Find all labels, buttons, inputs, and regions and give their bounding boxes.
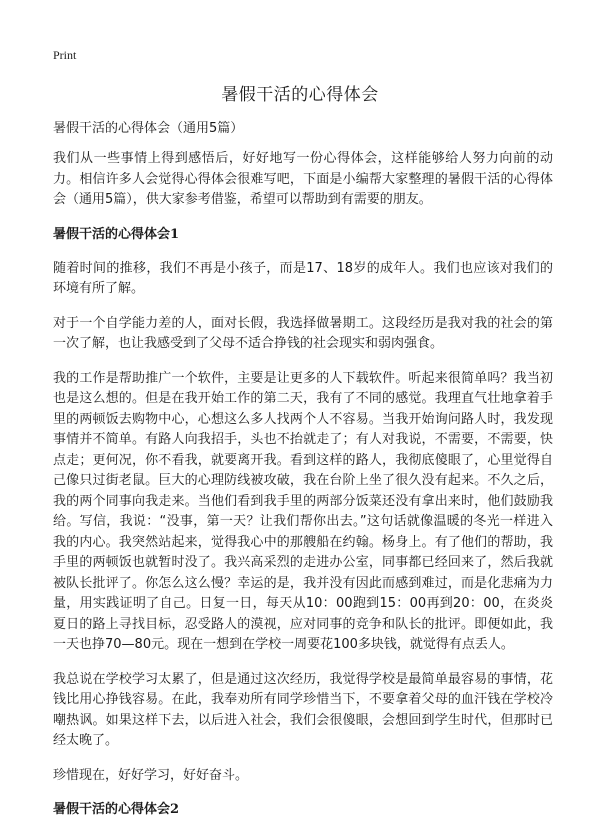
section1-paragraph: 随着时间的推移，我们不再是小孩子，而是17、18岁的成年人。我们也应该对我们的环境有所了解。 (53, 260, 553, 296)
section1-paragraph: 珍惜现在，好好学习，好好奋斗。 (53, 767, 249, 783)
section-heading-2: 暑假干活的心得体会2 (53, 802, 180, 817)
article-subtitle: 暑假干活的心得体会（通用5篇） (53, 121, 244, 136)
article-body (53, 119, 553, 828)
section-heading-1: 暑假干活的心得体会1 (53, 226, 180, 242)
print-link[interactable]: Print (53, 48, 77, 62)
section1-paragraph: 对于一个自学能力差的人，面对长假，我选择做暑期工。这段经历是我对我的社会的第一次了解，也让我感受到了父母不适合挣钱的社会现实和弱肉强食。 (53, 315, 553, 351)
section1-paragraph: 我的工作是帮助推广一个软件，主要是让更多的人下载软件。听起来很简单吗？我当初也是这么想的。但是在我开始工作的第二天，我有了不同的感觉。我理直气壮地拿着手里的两顿饭去购物中心，心想这么多人找两个人不容易。当我开始询问路人时，我发现事情并不简单。有路人向我招手，头也不抬就走了；有人对我说，不需要，不需要，快点走；更何况，你不看我，就要离开我。看到这样的路人，我彻底傻眼了，心里觉得自己像只过街老鼠。巨大的心理防线被攻破，我在台阶上坐了很久没有起来。不久之后，我的两个同事向我走来。当他们看到我手里的两部分饭菜还没有拿出来时，他们鼓励我给。写信，我说：“没事，第一天？让我们帮你出去。”这句话就像温暖的冬光一样进入我的内心。我突然站起来，觉得我心中的那艘船在约翰。杨身上。有了他们的帮助，我手里的两顿饭也就暂时没了。我兴高采烈的走进办公室，同事都已经回来了，然后我就被队长批评了。你怎么这么慢？幸运的是，我并没有因此而感到难过，而是化悲痛为力量，用实践证明了自己。日复一日，每天从10：00跑到15：00再到20：00，在炎炎夏日的路上寻找目标，忍受路人的漠视，应对同事的竞争和队长的批评。即便如此，我一天也挣70—80元。现在一想到在学校一周要花100多块钱，就觉得有点丢人。 (53, 370, 553, 652)
intro-paragraph: 我们从一些事情上得到感悟后，好好地写一份心得体会，这样能够给人努力向前的动力。相信许多人会觉得心得体会很难写吧，下面是小编帮大家整理的暑假干活的心得体会（通用5篇），供大家参考借鉴，希望可以帮助到有需要的朋友。 (53, 151, 553, 207)
page-title: 暑假干活的心得体会 (221, 85, 379, 105)
section1-paragraph: 我总说在学校学习太累了，但是通过这次经历，我觉得学校是最简单最容易的事情，花钱比用心挣钱容易。在此，我奉劝所有同学珍惜当下，不要拿着父母的血汗钱在学校冷嘲热讽。如果这样下去，以后进入社会，我们会很傻眼，会想回到学生时代，但那时已经太晚了。 (53, 671, 553, 748)
